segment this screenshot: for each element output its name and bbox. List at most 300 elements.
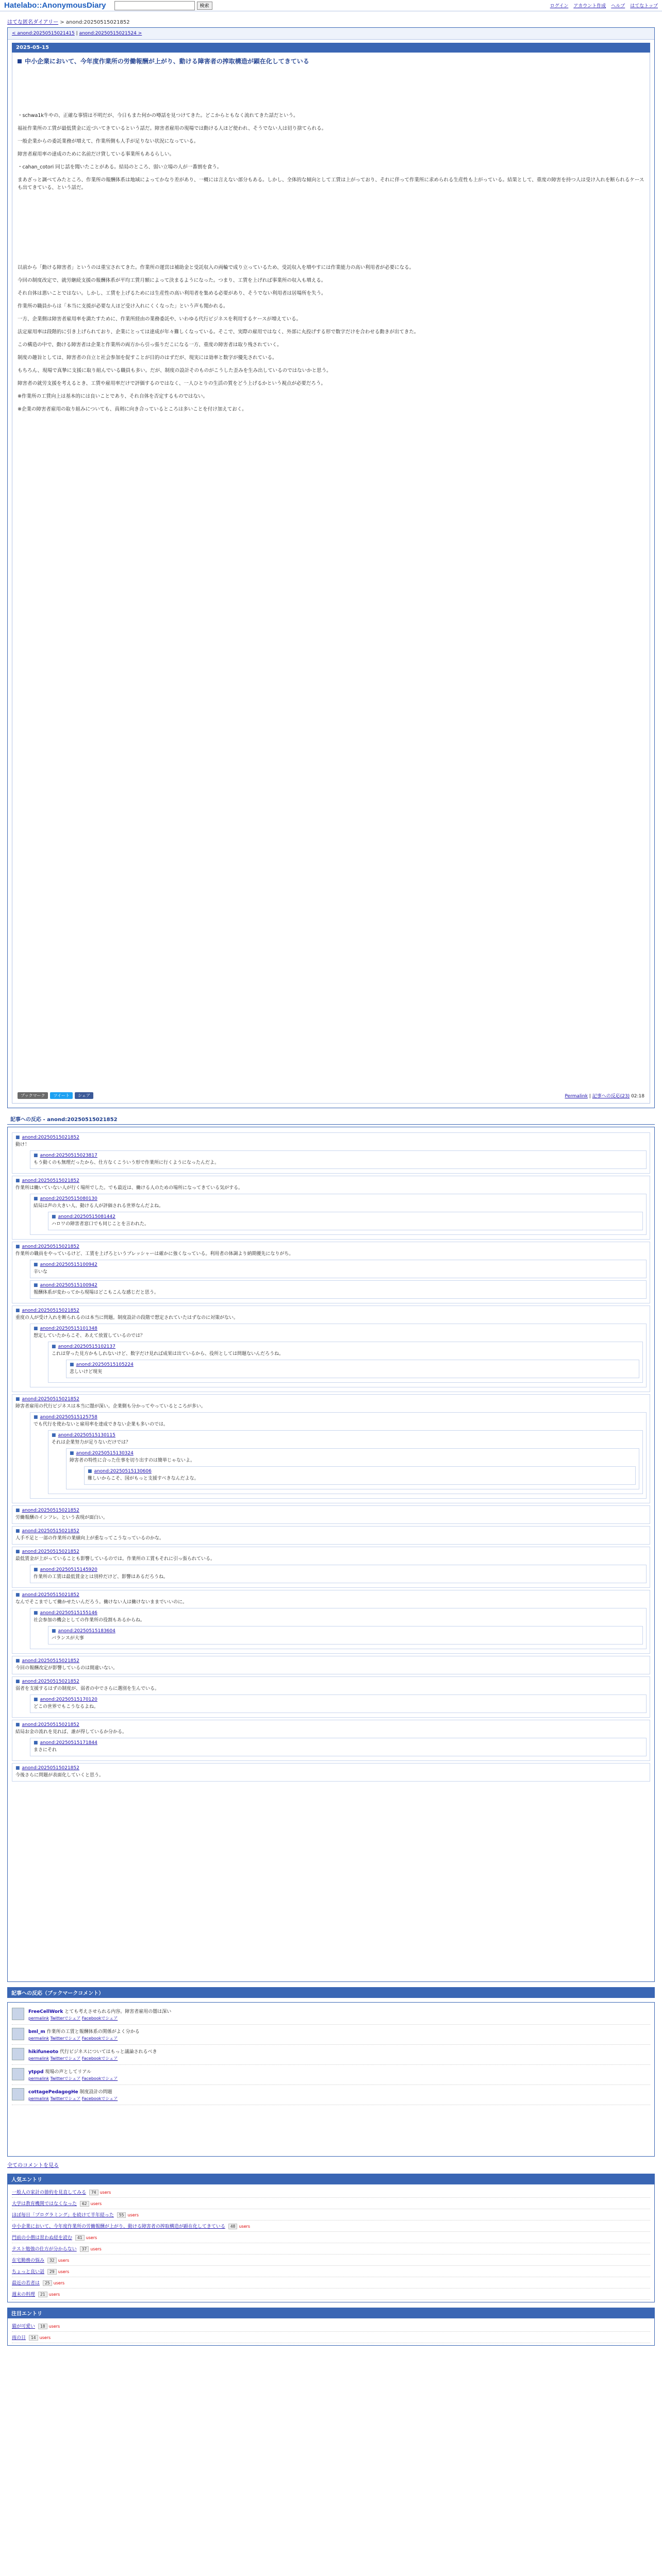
bookmark-link[interactable]: permalink bbox=[28, 2056, 49, 2061]
comment bbox=[12, 1306, 650, 1392]
comment-id-link[interactable]: anond:20250515130115 bbox=[58, 1433, 115, 1438]
search-button[interactable]: 検索 bbox=[197, 2, 212, 10]
comment bbox=[30, 1194, 647, 1235]
breadcrumb-separator: > bbox=[58, 20, 66, 25]
comment-id-link[interactable]: anond:20250515021852 bbox=[22, 1679, 79, 1684]
comment-bullet-icon: ■ bbox=[34, 1697, 38, 1702]
comment-header bbox=[34, 1697, 643, 1702]
entry-body bbox=[12, 53, 650, 1104]
comment-header bbox=[15, 1135, 647, 1140]
comment-bullet-icon: ■ bbox=[15, 1722, 20, 1727]
comment-header bbox=[34, 1567, 643, 1572]
list-item-link[interactable]: 一般人の家計の節約を見直してみる bbox=[12, 2190, 87, 2195]
entry-paragraph: まあざっと調べてみたところ、作業所の報酬体系は地域によってかなり差があり、一概には言えない部分もある。しかし、全体的な傾向として工賃は上がっており、それに伴って作業所に求められる生産性も上がっている。結果として、重度の障害を持つ人は受け入れを断られるケースも出てきている、という話だ。 bbox=[18, 177, 644, 191]
search-input[interactable] bbox=[114, 1, 195, 10]
comment bbox=[12, 1176, 650, 1240]
avatar[interactable] bbox=[12, 2088, 24, 2100]
comment bbox=[12, 1676, 650, 1718]
comment-text: 社会参加の機会としての作業所の役割もあるからね。 bbox=[34, 1618, 145, 1623]
comment-id-link[interactable]: anond:20250515021852 bbox=[22, 1178, 79, 1183]
bookmark-row bbox=[12, 2045, 650, 2065]
list-item bbox=[12, 2289, 650, 2300]
related-list bbox=[7, 2318, 655, 2346]
users-label: users bbox=[58, 2269, 70, 2274]
comment-id-link[interactable]: anond:20250515125758 bbox=[40, 1415, 97, 1420]
entry-paragraph: この構造の中で、動ける障害者は企業と作業所の両方から引っ張りだこになる一方、重度の障害者は取り残されていく。 bbox=[18, 342, 282, 348]
entry-paragraph: 障害者雇用率の達成のために名前だけ貸している事業所もあるらしい。 bbox=[18, 151, 175, 157]
entry-container bbox=[7, 27, 655, 1108]
entry-paragraph: 以前から「動ける障害者」というのは重宝されてきた。作業所の運営は補助金と受託収入の両輪で成り立っているため、受託収入を増やすには作業能力の高い利用者が必要になる。 bbox=[18, 265, 415, 270]
comment bbox=[30, 1280, 647, 1299]
bookmark-row bbox=[12, 2065, 650, 2085]
comment-header bbox=[15, 1508, 647, 1513]
list-item bbox=[12, 2198, 650, 2209]
comment-id-link[interactable]: anond:20250515021852 bbox=[22, 1766, 79, 1771]
bookmark-count-badge[interactable]: 29 bbox=[47, 2269, 57, 2275]
bookmarks-heading: 記事への反応（ブックマークコメント） bbox=[7, 1987, 655, 1998]
bookmark-link[interactable]: Facebookでシェア bbox=[81, 2036, 118, 2041]
comment-text: 障害者の特性に合った仕事を切り出すのは簡単じゃないよ。 bbox=[70, 1458, 195, 1463]
list-item bbox=[12, 2255, 650, 2266]
bookmark-count-badge[interactable]: 41 bbox=[75, 2235, 85, 2241]
comment-text: もう動くのも無理だったから、仕方なくこういう形で作業所に行くようになったんだよ。 bbox=[34, 1160, 220, 1165]
comment-bullet-icon: ■ bbox=[15, 1679, 20, 1684]
bookmark-link[interactable]: Twitterでシェア bbox=[50, 2016, 81, 2021]
comment-text: 結局は声の大きい人、動ける人が評価される世界なんだよね。 bbox=[34, 1204, 164, 1209]
comment-id-link[interactable]: anond:20250515155146 bbox=[40, 1611, 97, 1616]
comment-header bbox=[70, 1451, 636, 1456]
comment-id-link[interactable]: anond:20250515080130 bbox=[40, 1196, 97, 1201]
list-item-link[interactable]: 門前の小僧は習わぬ経を読む bbox=[12, 2235, 73, 2241]
comment-bullet-icon: ■ bbox=[15, 1508, 20, 1513]
comment-bullet-icon: ■ bbox=[15, 1658, 20, 1664]
list-item-link[interactable]: ほぼ毎日「プログラミング」を続けて半年経った bbox=[12, 2213, 114, 2218]
comment-id-link[interactable]: anond:20250515021852 bbox=[22, 1244, 79, 1249]
entry-paragraph: ・cahan_cotori 同じ話を聞いたことがある。結局のところ、弱い立場の人が一番割を食う。 bbox=[18, 164, 222, 170]
bookmark-row bbox=[12, 2025, 650, 2045]
comment-id-link[interactable]: anond:20250515145920 bbox=[40, 1567, 97, 1572]
users-label: users bbox=[58, 2258, 70, 2263]
comment-header bbox=[15, 1308, 647, 1313]
comment-id-link[interactable]: anond:20250515100942 bbox=[40, 1283, 97, 1288]
users-label: users bbox=[86, 2235, 97, 2240]
comment-id-link[interactable]: anond:20250515023817 bbox=[40, 1153, 97, 1158]
comment bbox=[66, 1448, 639, 1489]
comment-text: 辛いな bbox=[34, 1269, 48, 1275]
bookmark-comment: 制度設計の問題 bbox=[79, 2090, 112, 2095]
bookmark-link[interactable]: Twitterでシェア bbox=[50, 2056, 81, 2061]
comment-header bbox=[70, 1362, 636, 1367]
comment-text: 重度の人が受け入れを断られるのは本当に問題。制度設計の段階で想定されていたはずなのに対策がない。 bbox=[15, 1315, 239, 1320]
comment-header bbox=[15, 1592, 647, 1598]
top-bar bbox=[0, 0, 662, 11]
comment-bullet-icon: ■ bbox=[15, 1308, 20, 1313]
bookmark-link[interactable]: permalink bbox=[28, 2096, 49, 2101]
comment-text: 障害者雇用の代行ビジネスは本当に闇が深い。企業側も分かってやっているところが多い。 bbox=[15, 1404, 206, 1409]
entry-footer: Permalink | 記事への反応(23) 02:18 bbox=[565, 1094, 644, 1099]
tweet-share-button[interactable]: ツイート bbox=[50, 1092, 73, 1099]
bookmark-user[interactable]: cottagePedagogHe bbox=[28, 2090, 78, 2095]
bookmark-count-badge[interactable]: 25 bbox=[43, 2280, 52, 2286]
comment-id-link[interactable]: anond:20250515021852 bbox=[22, 1397, 79, 1402]
entry-time: 02:18 bbox=[631, 1094, 644, 1099]
comment bbox=[12, 1526, 650, 1545]
comment bbox=[48, 1626, 643, 1645]
bookmark-row bbox=[12, 2005, 650, 2025]
comment-id-link[interactable]: anond:20250515101348 bbox=[40, 1326, 97, 1331]
bookmark-link[interactable]: Twitterでシェア bbox=[50, 2096, 81, 2101]
comment-id-link[interactable]: anond:20250515102137 bbox=[58, 1344, 115, 1349]
entry-paragraphs-top bbox=[18, 112, 644, 192]
comment-text: 報酬体系が変わってから現場はどこもこんな感じだと思う。 bbox=[34, 1290, 159, 1295]
entry-paragraph: 制度の趣旨としては、障害者の自立と社会参加を促すことが目的のはずだが、現実には効率と数字が優先されている。 bbox=[18, 355, 277, 361]
comment-text: どこの世界でもこうなるよね。 bbox=[34, 1704, 99, 1709]
comment-header bbox=[52, 1629, 639, 1634]
bookmark-count-badge[interactable]: 18 bbox=[38, 2324, 47, 2329]
entry-title[interactable] bbox=[18, 57, 644, 65]
comment-text: 想定していたからこそ、あえて放置しているのでは？ bbox=[34, 1333, 145, 1338]
comment-header bbox=[88, 1469, 632, 1474]
bookmark-count-badge[interactable]: 37 bbox=[80, 2246, 89, 2252]
bookmark-comment: 代行ビジネスについてはもっと議論されるべき bbox=[59, 2049, 157, 2055]
bookmark-content bbox=[28, 2008, 171, 2021]
entry-paragraph: ・schwa1k牛やの、正確な事情は不明だが、今日もまた何かの噂話を見つけてきた。どこからともなく流れてきた話だという。 bbox=[18, 113, 299, 118]
list-item bbox=[12, 2187, 650, 2198]
comment-bullet-icon: ■ bbox=[15, 1549, 20, 1554]
comment-text: 難しいからこそ、国がもっと支援すべきなんだよな。 bbox=[88, 1476, 199, 1481]
comment-bullet-icon: ■ bbox=[15, 1397, 20, 1402]
list-item-link[interactable]: テスト勉強の仕方が分からない bbox=[12, 2247, 77, 2252]
bookmark-comment: 現場の声としてリアル bbox=[45, 2070, 92, 2075]
comment-text: 悲しいけど現実 bbox=[70, 1369, 103, 1375]
avatar[interactable] bbox=[12, 2008, 24, 2020]
bookmark-line bbox=[28, 2008, 171, 2014]
bookmark-user[interactable]: hikifuneoto bbox=[28, 2049, 59, 2055]
bookmark-count-badge[interactable]: 74 bbox=[89, 2190, 98, 2195]
comment bbox=[12, 1547, 650, 1588]
list-item-link[interactable]: 雨の日 bbox=[12, 2335, 26, 2341]
comment-bullet-icon: ■ bbox=[15, 1135, 20, 1140]
comment-bullet-icon: ■ bbox=[34, 1567, 38, 1572]
comment-header bbox=[52, 1433, 639, 1438]
comment-id-link[interactable]: anond:20250515183604 bbox=[58, 1629, 115, 1634]
hatena-top-link[interactable]: はてなトップ bbox=[630, 4, 658, 9]
nav-separator: | bbox=[74, 31, 79, 36]
bookmark-links bbox=[28, 2076, 118, 2081]
entry-paragraph: 今回の制度改定で、就労継続支援の報酬体系が平均工賃月額によって決まるようになった。つまり、工賃を上げれば事業所の収入も増える。 bbox=[18, 278, 326, 283]
comment-bullet-icon: ■ bbox=[34, 1196, 38, 1201]
title-square-icon bbox=[18, 59, 22, 63]
comment bbox=[30, 1565, 647, 1583]
entry-paragraph: 障害者の就労支援を考えるとき、工賃や雇用率だけで評価するのではなく、一人ひとりの生活の質をどう上げるかという視点が必要だろう。 bbox=[18, 381, 326, 386]
comment bbox=[12, 1720, 650, 1761]
comment-text: 最低賃金が上がっていることも影響しているのでは。作業所の工賃もそれに引っ張られている。 bbox=[15, 1556, 216, 1562]
comment-text: 今回の報酬改定が影響しているのは間違いない。 bbox=[15, 1666, 118, 1671]
comment-text: 結局お金の流れを見れば、誰が得しているか分かる。 bbox=[15, 1730, 127, 1735]
comment-bullet-icon: ■ bbox=[88, 1469, 92, 1474]
comment-text: なんでそこまでして働かせたいんだろう。働けない人は働けないままでいいのに。 bbox=[15, 1600, 188, 1605]
bookmark-count-badge[interactable]: 48 bbox=[228, 2224, 238, 2229]
comment-header bbox=[52, 1344, 639, 1349]
bookmark-link[interactable]: Facebookでシェア bbox=[81, 2016, 118, 2021]
list-item-link[interactable]: 週末の料理 bbox=[12, 2292, 36, 2297]
comment bbox=[12, 1656, 650, 1674]
bookmark-links bbox=[28, 2056, 157, 2061]
comment-text: 今後さらに問題が表面化していくと思う。 bbox=[15, 1773, 104, 1778]
breadcrumb-root[interactable]: はてな匿名ダイアリー bbox=[7, 20, 59, 25]
list-item-link[interactable]: ちょっと良い話 bbox=[12, 2269, 45, 2275]
list-item bbox=[12, 2332, 650, 2343]
comment-id-link[interactable]: anond:20250515021852 bbox=[22, 1135, 79, 1140]
users-label: users bbox=[127, 2213, 139, 2217]
comment-bullet-icon: ■ bbox=[52, 1344, 56, 1349]
comment-id-link[interactable]: anond:20250515021852 bbox=[22, 1722, 79, 1727]
comment bbox=[84, 1466, 636, 1485]
comment-bullet-icon: ■ bbox=[52, 1629, 56, 1634]
site-logo[interactable]: Hatelabo::AnonymousDiary bbox=[4, 1, 106, 10]
bookmark-link[interactable]: Facebookでシェア bbox=[81, 2096, 118, 2101]
comment-header bbox=[34, 1415, 643, 1420]
comment bbox=[12, 1394, 650, 1503]
login-link[interactable]: ログイン bbox=[550, 4, 569, 9]
bookmark-links bbox=[28, 2096, 118, 2102]
bookmark-count-badge[interactable]: 21 bbox=[38, 2292, 47, 2297]
comment-header bbox=[34, 1196, 643, 1201]
bookmark-count-badge[interactable]: 62 bbox=[80, 2201, 89, 2207]
bookmark-user[interactable]: FreeCellWork bbox=[28, 2009, 63, 2014]
bookmark-link[interactable]: Facebookでシェア bbox=[81, 2056, 118, 2061]
breadcrumb-current: anond:20250515021852 bbox=[65, 20, 130, 25]
bookmark-line bbox=[28, 2028, 140, 2035]
bookmark-links bbox=[28, 2015, 171, 2021]
bookmark-user[interactable]: ytppd bbox=[28, 2070, 44, 2075]
bookmark-count-badge[interactable]: 14 bbox=[29, 2335, 38, 2341]
bookmark-user[interactable]: bml_m bbox=[28, 2029, 45, 2035]
comment-bullet-icon: ■ bbox=[15, 1178, 20, 1183]
comment-text: 弱者を支援するはずの制度が、弱者の中でさらに選別を生んでいる。 bbox=[15, 1686, 160, 1691]
comment-text: まさにそれ bbox=[34, 1748, 57, 1753]
entry-date: 2025-05-15 bbox=[12, 43, 650, 53]
comment-header bbox=[34, 1611, 643, 1616]
comment-text: 作業所の工賃は最低賃金とは別枠だけど、影響はあるだろうね。 bbox=[34, 1574, 169, 1580]
entry-paragraph: 福祉作業所の工賃が最低賃金に近づいてきているという話だ。障害者雇用の現場では動ける人ほど使われ、そうでない人は切り捨てられる。 bbox=[18, 126, 327, 131]
comment bbox=[12, 1763, 650, 1782]
comment-header bbox=[34, 1283, 643, 1288]
users-label: users bbox=[39, 2335, 51, 2340]
comment-bullet-icon: ■ bbox=[52, 1214, 56, 1219]
bookmark-comment: とても考えさせられる内容。障害者雇用の闇は深い bbox=[64, 2009, 172, 2014]
comment-text: 作業所の職員をやっているけど、工賃を上げろというプレッシャーは確かに強くなっている。利用者の体調より納期優先になりがち。 bbox=[15, 1251, 294, 1257]
comment-id-link[interactable]: anond:20250515021852 bbox=[22, 1592, 79, 1598]
bookmark-content bbox=[28, 2048, 157, 2061]
bookmark-count-badge[interactable]: 32 bbox=[47, 2258, 57, 2263]
comment-header bbox=[34, 1262, 643, 1267]
avatar[interactable] bbox=[12, 2028, 24, 2040]
popular-list bbox=[7, 2184, 655, 2302]
comment-header bbox=[15, 1397, 647, 1402]
comment bbox=[30, 1694, 647, 1713]
comment-bullet-icon: ■ bbox=[34, 1326, 38, 1331]
list-item bbox=[12, 2277, 650, 2289]
bookmark-link[interactable]: permalink bbox=[28, 2076, 49, 2081]
comment-id-link[interactable]: anond:20250515021852 bbox=[22, 1308, 79, 1313]
bookmark-comment: 作業所の工賃と報酬体系の関係がよく分かる bbox=[46, 2029, 140, 2035]
more-comments-link[interactable]: 全てのコメントを見る bbox=[7, 2163, 59, 2168]
facebook-share-button[interactable]: シェア bbox=[75, 1092, 93, 1099]
avatar[interactable] bbox=[12, 2048, 24, 2060]
list-item bbox=[12, 2221, 650, 2232]
comment bbox=[66, 1360, 639, 1378]
bookmark-line bbox=[28, 2048, 157, 2055]
entry-nav bbox=[8, 28, 654, 40]
comment-text: 労働報酬のインフレ。という表現が面白い。 bbox=[15, 1515, 108, 1520]
list-item bbox=[12, 2243, 650, 2255]
entry-paragraph: 作業所の職員からは「本当に支援が必要な人ほど受け入れにくくなった」という声も聞かれる。 bbox=[18, 303, 228, 309]
bookmark-content bbox=[28, 2028, 140, 2041]
comment bbox=[30, 1608, 647, 1649]
users-label: users bbox=[48, 2324, 60, 2329]
entry-paragraphs-bottom bbox=[18, 264, 644, 413]
comment bbox=[30, 1412, 647, 1499]
bookmark-link[interactable]: Twitterでシェア bbox=[50, 2036, 81, 2041]
comment-bullet-icon: ■ bbox=[52, 1433, 56, 1438]
users-label: users bbox=[48, 2292, 60, 2297]
entry-paragraph: 法定雇用率は段階的に引き上げられており、企業にとっては達成が年々難しくなっている。そこで、実際の雇用ではなく、外部に丸投げする形で数字だけを合わせる動きが出てきた。 bbox=[18, 329, 419, 335]
comment-header bbox=[15, 1178, 647, 1183]
comment bbox=[12, 1505, 650, 1524]
list-item-link[interactable]: 最近の若者は bbox=[12, 2281, 40, 2286]
bookmark-link[interactable]: permalink bbox=[28, 2036, 49, 2041]
comments-heading: 記事への反応 - anond:20250515021852 bbox=[7, 1113, 655, 1125]
comment-header bbox=[34, 1740, 643, 1745]
list-item-link[interactable]: 大学は教育機関ではなくなった bbox=[12, 2201, 77, 2207]
comment-id-link[interactable]: anond:20250515081442 bbox=[58, 1214, 115, 1219]
comment-bullet-icon: ■ bbox=[34, 1262, 38, 1267]
comment bbox=[30, 1150, 647, 1169]
bookmark-link[interactable]: permalink bbox=[28, 2016, 49, 2021]
list-item bbox=[12, 2232, 650, 2243]
comment-id-link[interactable]: anond:20250515100942 bbox=[40, 1262, 97, 1267]
comment-id-link[interactable]: anond:20250515170120 bbox=[40, 1697, 97, 1702]
comment-header bbox=[34, 1326, 643, 1331]
bookmark-content bbox=[28, 2088, 118, 2102]
comment bbox=[48, 1212, 643, 1230]
comment bbox=[30, 1324, 647, 1387]
users-label: users bbox=[239, 2224, 250, 2229]
bookmark-link[interactable]: Facebookでシェア bbox=[81, 2076, 118, 2081]
bookmark-line bbox=[28, 2088, 118, 2095]
comment-bullet-icon: ■ bbox=[15, 1592, 20, 1598]
avatar[interactable] bbox=[12, 2068, 24, 2080]
comment bbox=[12, 1242, 650, 1303]
bookmark-row bbox=[12, 2085, 650, 2105]
comment-text: 動け！ bbox=[15, 1142, 30, 1147]
comment-header bbox=[15, 1244, 647, 1249]
popular-heading: 人気エントリ bbox=[7, 2174, 655, 2184]
comment-bullet-icon: ■ bbox=[34, 1415, 38, 1420]
comment-header bbox=[34, 1153, 643, 1158]
comment-bullet-icon: ■ bbox=[70, 1362, 74, 1367]
comment-header bbox=[15, 1766, 647, 1771]
help-link[interactable]: ヘルプ bbox=[611, 4, 625, 9]
entry-paragraph: ※作業所の工賃向上は基本的には良いことであり、それ自体を否定するものではない。 bbox=[18, 394, 208, 399]
comment-text: 人手不足と一部の作業所の業績向上が重なってこうなっているのかな。 bbox=[15, 1536, 164, 1541]
comment-header bbox=[15, 1722, 647, 1727]
comment-text: それは企業努力が足りないだけでは？ bbox=[52, 1440, 131, 1445]
comment bbox=[30, 1738, 647, 1756]
comment-text: 作業所は働いていない人が行く場所でした。でも最近は、働ける人のための場所になってきている気がする。 bbox=[15, 1185, 243, 1191]
comment-header bbox=[52, 1214, 639, 1219]
comment bbox=[12, 1132, 650, 1174]
list-item-link[interactable]: 在宅勤務の悩み bbox=[12, 2258, 45, 2263]
comment-header bbox=[15, 1658, 647, 1664]
list-item bbox=[12, 2320, 650, 2332]
users-label: users bbox=[90, 2201, 102, 2206]
users-label: users bbox=[53, 2281, 65, 2285]
comment-text: でも代行を使わないと雇用率を達成できない企業も多いのでは。 bbox=[34, 1422, 169, 1427]
entry-title-text: 中小企業において、今年度作業所の労働報酬が上がり、動ける障害者の搾取構造が顕在化してきている bbox=[25, 58, 309, 65]
comments-subject: anond:20250515021852 bbox=[47, 1117, 118, 1123]
entry-paragraph: 一般企業からの委託業務が増えて、作業所側も人手が足りない状況になっている。 bbox=[18, 139, 199, 144]
comment-bullet-icon: ■ bbox=[15, 1244, 20, 1249]
comment-bullet-icon: ■ bbox=[70, 1451, 74, 1456]
comment-id-link[interactable]: anond:20250515021852 bbox=[22, 1549, 79, 1554]
comment-id-link[interactable]: anond:20250515130324 bbox=[76, 1451, 134, 1456]
comment-bullet-icon: ■ bbox=[34, 1611, 38, 1616]
comment-bullet-icon: ■ bbox=[15, 1529, 20, 1534]
related-heading: 注目エントリ bbox=[7, 2308, 655, 2318]
comment bbox=[48, 1430, 643, 1494]
list-item bbox=[12, 2209, 650, 2221]
bookmark-content bbox=[28, 2068, 118, 2081]
comment-id-link[interactable]: anond:20250515171844 bbox=[40, 1740, 97, 1745]
comments-tree bbox=[7, 1127, 655, 1982]
list-item-link[interactable]: 猫が可愛い bbox=[12, 2324, 36, 2329]
bookmark-share-button[interactable]: ブックマーク bbox=[18, 1092, 48, 1099]
comment-bullet-icon: ■ bbox=[34, 1283, 38, 1288]
signup-link[interactable]: アカウント作成 bbox=[573, 4, 606, 9]
bookmark-links bbox=[28, 2036, 140, 2041]
top-links bbox=[550, 2, 658, 9]
comment bbox=[48, 1342, 643, 1383]
comment-bullet-icon: ■ bbox=[34, 1153, 38, 1158]
comment-id-link[interactable]: anond:20250515105224 bbox=[76, 1362, 134, 1367]
comment bbox=[30, 1260, 647, 1278]
prev-entry-link[interactable]: < anond:20250515021415 bbox=[12, 31, 75, 36]
comment-bullet-icon: ■ bbox=[15, 1766, 20, 1771]
bookmark-line bbox=[28, 2068, 118, 2075]
comment-header bbox=[15, 1679, 647, 1684]
share-row bbox=[18, 1092, 93, 1099]
list-item-link[interactable]: 中小企業において、今年度作業所の労働報酬が上がり、動ける障害者の搾取構造が顕在化してきている bbox=[12, 2224, 225, 2229]
permalink-link[interactable]: Permalink bbox=[565, 1094, 588, 1099]
comment-id-link[interactable]: anond:20250515130606 bbox=[94, 1469, 152, 1474]
comment-text: これは穿った見方かもしれないけど、数字だけ見れば成果は出ているから、役所としては問題ないんだろうね。 bbox=[52, 1351, 284, 1357]
breadcrumb bbox=[0, 11, 662, 27]
next-entry-link[interactable]: anond:20250515021524 > bbox=[79, 31, 142, 36]
more-comments bbox=[7, 2161, 655, 2168]
entry-paragraph: ※企業の障害者雇用の取り組みについても、真剣に向き合っているところは多いことを付け加えておく。 bbox=[18, 406, 247, 412]
comment-id-link[interactable]: anond:20250515021852 bbox=[22, 1508, 79, 1513]
bookmark-comments bbox=[7, 2002, 655, 2157]
comment-id-link[interactable]: anond:20250515021852 bbox=[22, 1658, 79, 1664]
trackback-link[interactable]: 記事への反応(23) bbox=[592, 1094, 630, 1099]
bookmark-link[interactable]: Twitterでシェア bbox=[50, 2076, 81, 2081]
comment-id-link[interactable]: anond:20250515021852 bbox=[22, 1529, 79, 1534]
comment-header bbox=[15, 1549, 647, 1554]
comments-heading-text: 記事への反応 bbox=[10, 1117, 41, 1123]
bookmark-count-badge[interactable]: 55 bbox=[117, 2212, 126, 2218]
